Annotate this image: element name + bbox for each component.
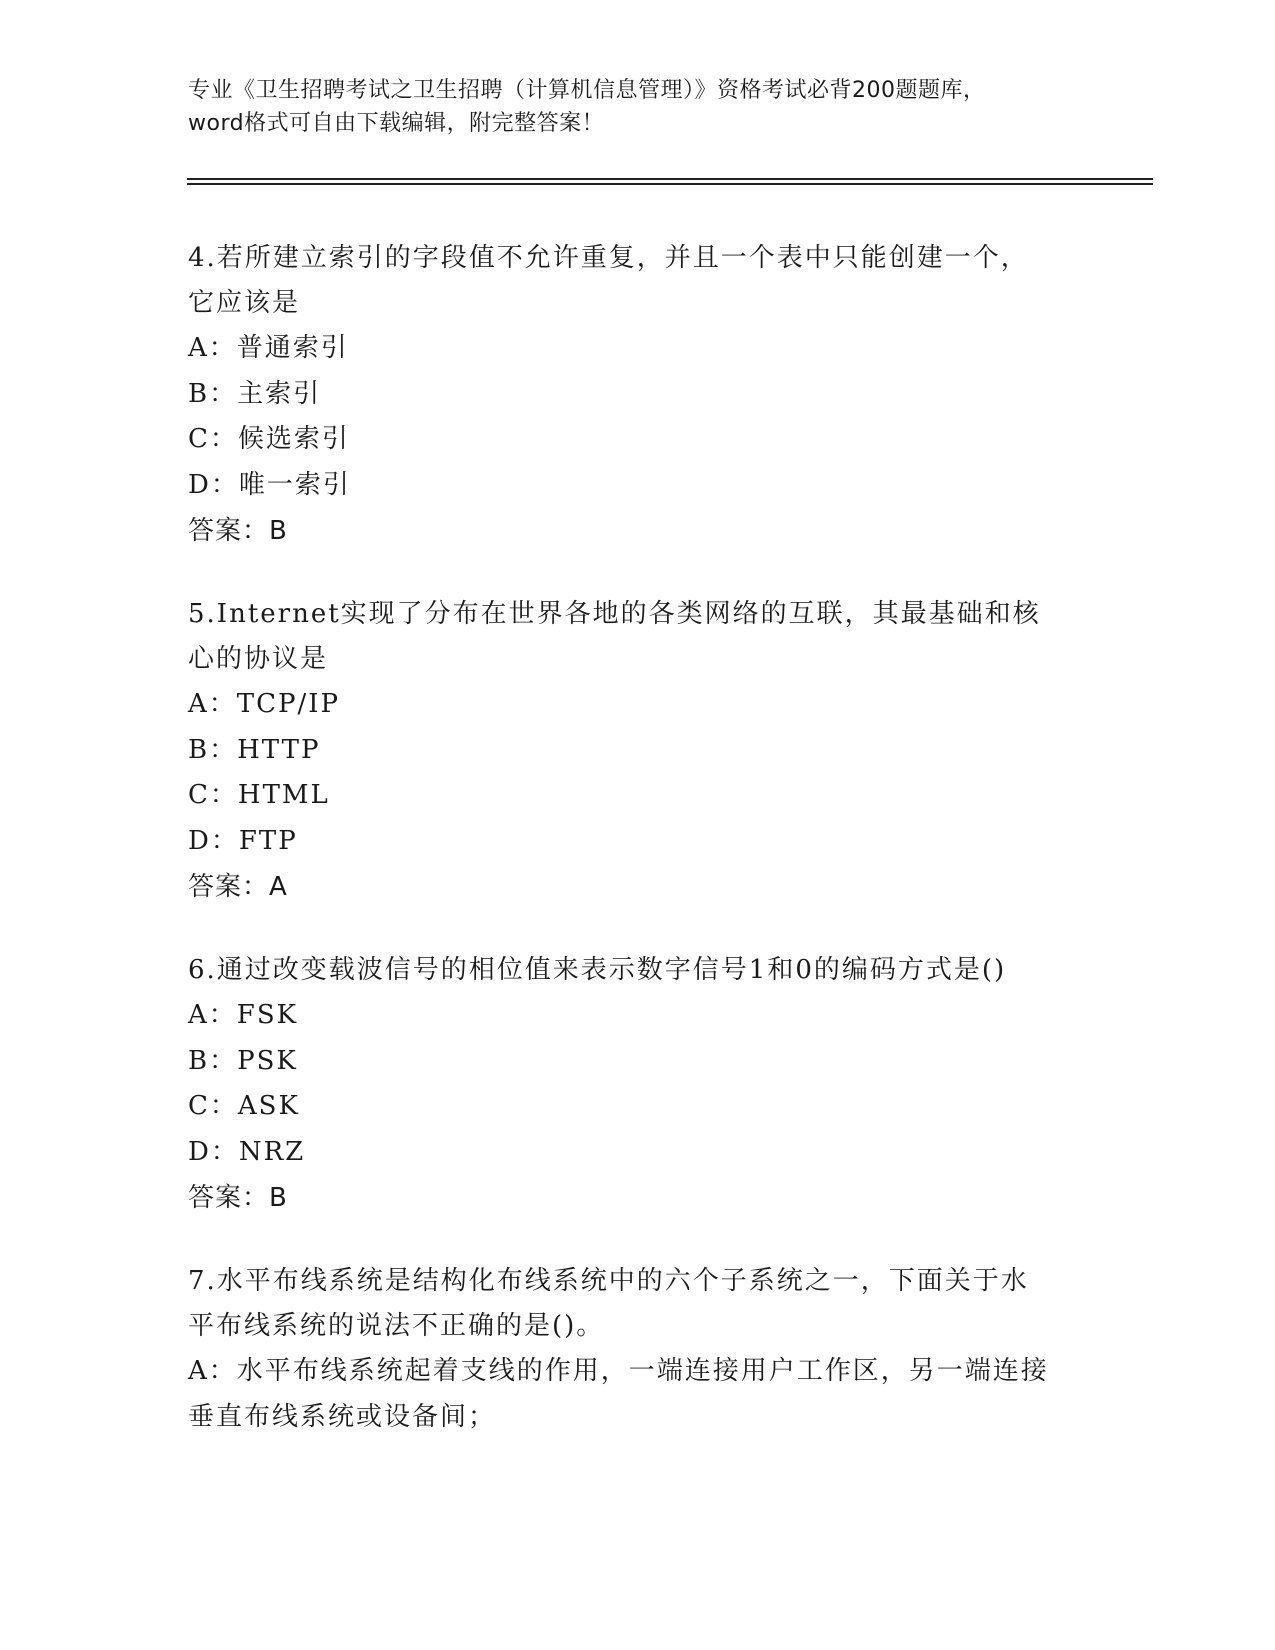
header-divider-bottom	[187, 183, 1153, 185]
answer-option	[188, 773, 1088, 819]
answer-option-line: A：普通索引	[188, 333, 349, 363]
question-stem-line: 它应该是	[188, 288, 301, 318]
answer-option-line: D：FTP	[188, 825, 298, 856]
answer-option	[188, 819, 1088, 865]
question-stem	[188, 592, 1088, 682]
answer-option-line: A：FSK	[188, 1000, 299, 1030]
answer-option	[188, 1084, 1088, 1130]
question-stem-line: 7.水平布线系统是结构化布线系统中的六个子系统之一，下面关于水	[188, 1266, 1029, 1296]
document-header	[188, 74, 1088, 140]
question-item	[188, 592, 1088, 910]
header-title-line-2: word格式可自由下载编辑，附完整答案！	[188, 111, 605, 136]
answer-option	[188, 682, 1088, 728]
question-stem-line: 心的协议是	[188, 644, 329, 674]
answer-option	[188, 372, 1088, 418]
question-item	[188, 1259, 1088, 1440]
question-stem	[188, 948, 1088, 993]
answer-option-line: B：PSK	[188, 1045, 298, 1076]
answer-option-line: 垂直布线系统或设备间；	[188, 1401, 497, 1432]
header-divider-top	[187, 178, 1153, 180]
answer-key: 答案：A	[188, 872, 288, 902]
question-stem-line: 5.Internet实现了分布在世界各地的各类网络的互联，其最基础和核	[188, 599, 1041, 629]
header-title-line-1: 专业《卫生招聘考试之卫生招聘（计算机信息管理）》资格考试必背200题题库，	[188, 78, 986, 103]
answer-option	[188, 1039, 1088, 1085]
answer-option-line: A：水平布线系统起着支线的作用，一端连接用户工作区，另一端连接	[188, 1356, 1049, 1386]
answer-option	[188, 728, 1088, 774]
answer-option-line: D：唯一索引	[188, 469, 351, 500]
question-stem-line: 平布线系统的说法不正确的是()。	[188, 1311, 605, 1341]
question-stem	[188, 1259, 1088, 1349]
question-list	[188, 236, 1088, 1478]
answer-option	[188, 993, 1088, 1039]
answer-option-line: A：TCP/IP	[188, 689, 341, 719]
question-stem-line: 4.若所建立索引的字段值不允许重复，并且一个表中只能创建一个，	[188, 243, 1029, 273]
answer-option	[188, 1349, 1088, 1440]
answer-key: 答案：B	[188, 516, 288, 546]
answer-option-line: D：NRZ	[188, 1136, 306, 1167]
answer-key: 答案：B	[188, 1183, 288, 1213]
question-stem	[188, 236, 1088, 326]
answer-option-line: B：HTTP	[188, 734, 321, 765]
question-stem-line: 6.通过改变载波信号的相位值来表示数字信号1和0的编码方式是()	[188, 955, 1007, 985]
answer-option	[188, 463, 1088, 509]
answer-option-line: B：主索引	[188, 378, 322, 409]
answer-option-line: C：HTML	[188, 780, 330, 810]
answer-option-line: C：ASK	[188, 1091, 300, 1121]
question-item	[188, 948, 1088, 1221]
question-item	[188, 236, 1088, 554]
answer-option	[188, 417, 1088, 463]
answer-option	[188, 326, 1088, 372]
answer-option-line: C：候选索引	[188, 424, 350, 454]
answer-option	[188, 1130, 1088, 1176]
